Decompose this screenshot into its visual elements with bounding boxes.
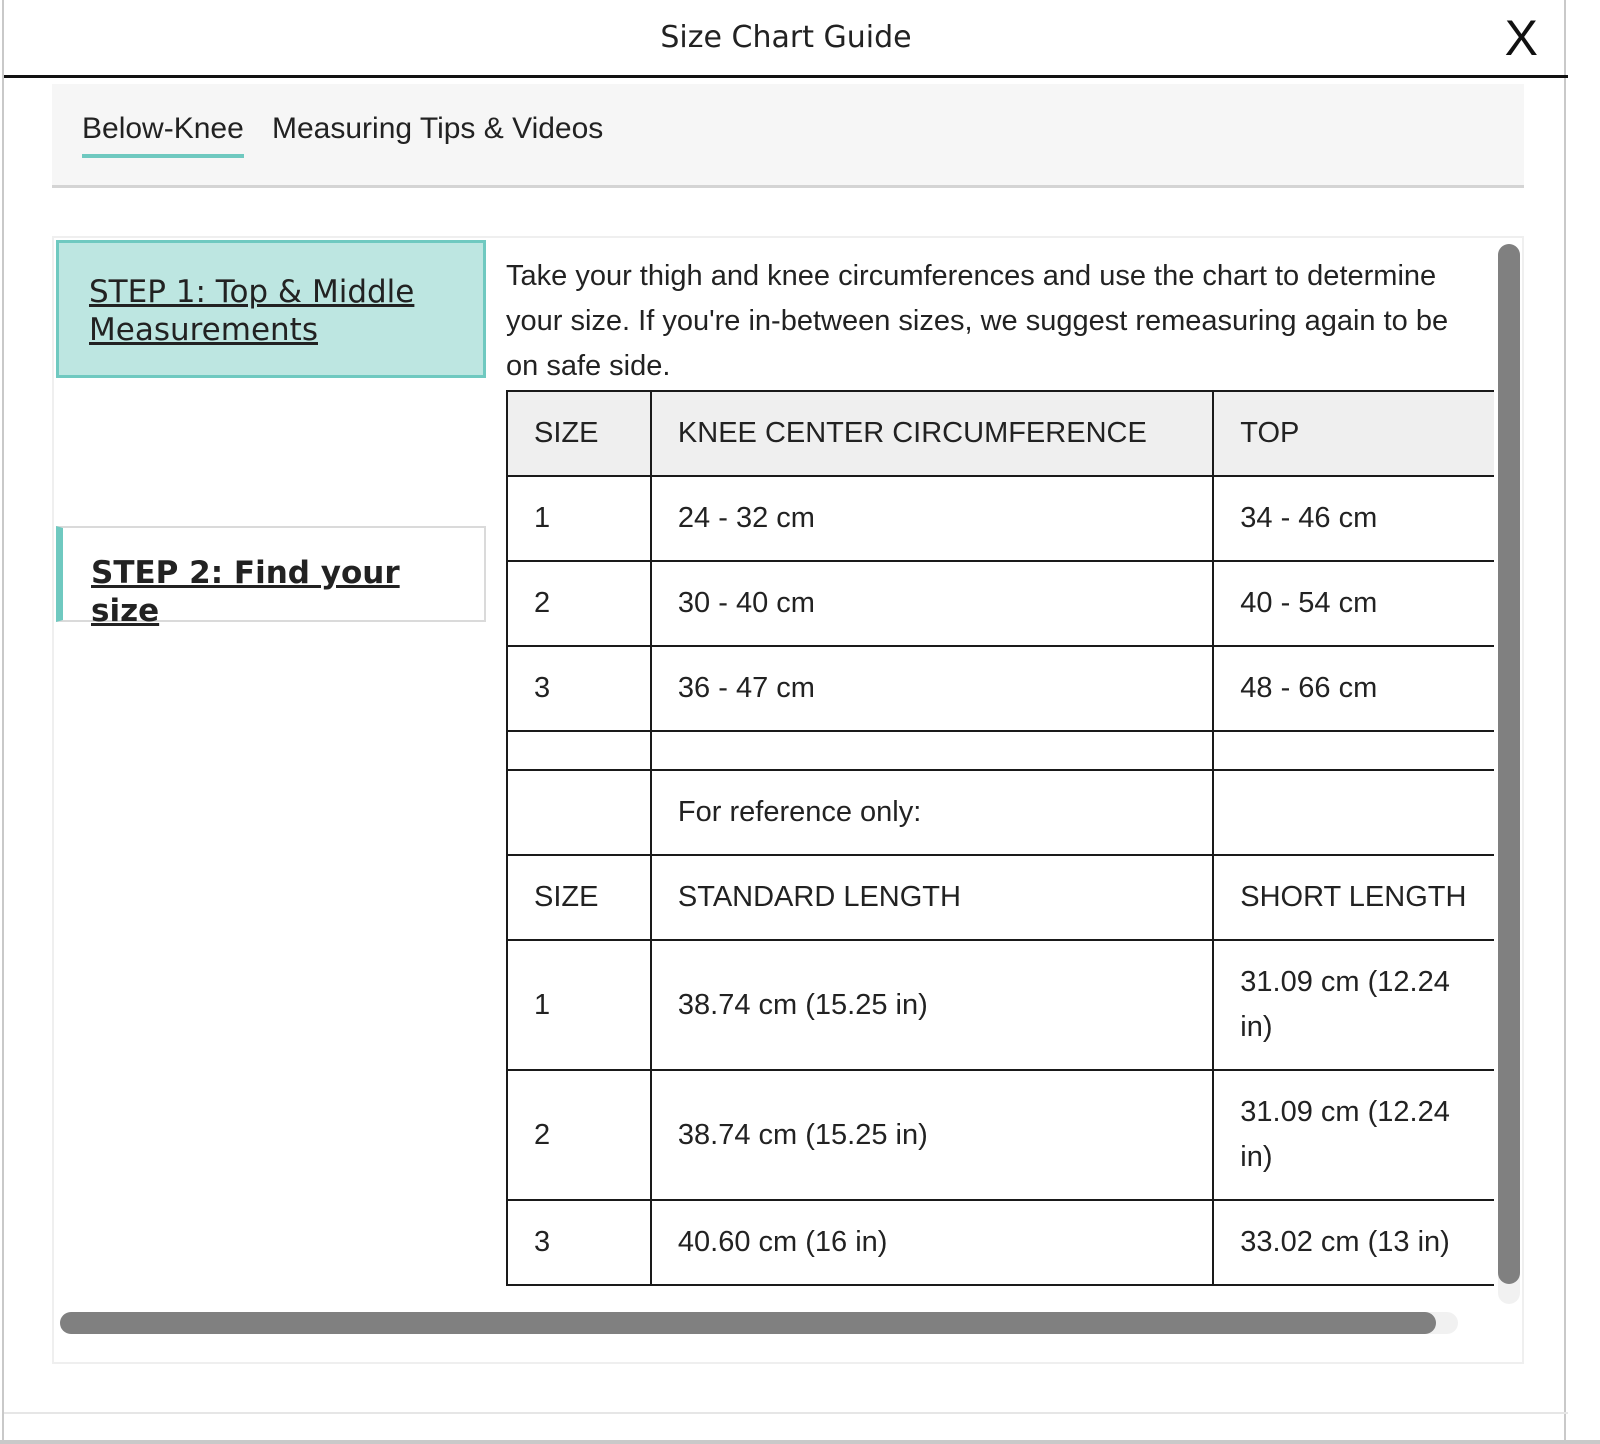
table-row: [507, 561, 1494, 646]
intro-text: Take your thigh and knee circumferences and use the chart to determine your size. If you're in-between sizes, we suggest remeasuring again to be on safe side.: [506, 260, 1449, 382]
step-2-label[interactable]: STEP 2: Find your size: [91, 555, 400, 629]
table-cell: [507, 731, 651, 770]
modal-title: Size Chart Guide: [660, 20, 912, 55]
step-1-tab[interactable]: [56, 240, 486, 378]
table-cell: 36 - 47 cm: [651, 646, 1213, 731]
tab-below-knee[interactable]: Below-Knee: [82, 112, 244, 158]
table-cell: 34 - 46 cm: [1213, 476, 1494, 561]
size-table: [506, 390, 1494, 1286]
table-cell: 40 - 54 cm: [1213, 561, 1494, 646]
tab-bar: [52, 84, 1524, 188]
window-bottom-edge: [0, 1440, 1600, 1444]
tab-measuring-tips[interactable]: Measuring Tips & Videos: [272, 112, 604, 145]
table-cell: 24 - 32 cm: [651, 476, 1213, 561]
table-cell: [507, 770, 651, 855]
table-cell: 48 - 66 cm: [1213, 646, 1494, 731]
modal-footer-divider: [4, 1412, 1568, 1414]
table-cell: 1: [507, 476, 651, 561]
header-cell: SIZE: [507, 855, 651, 940]
size-chart-content: [52, 236, 1524, 1364]
step-2-tab[interactable]: [56, 526, 486, 629]
header-cell: SHORT LENGTH: [1213, 855, 1494, 940]
table-cell: 38.74 cm (15.25 in): [651, 1070, 1213, 1200]
table-cell: 38.74 cm (15.25 in): [651, 940, 1213, 1070]
table-cell: 40.60 cm (16 in): [651, 1200, 1213, 1285]
close-button[interactable]: X: [1504, 10, 1538, 66]
table-cell: 31.09 cm (12.24 in): [1213, 940, 1494, 1070]
table-cell: [651, 731, 1213, 770]
table-cell: 3: [507, 1200, 651, 1285]
table-row: [507, 646, 1494, 731]
header-cell: SIZE: [507, 391, 651, 476]
table-cell: 2: [507, 561, 651, 646]
table-spacer-row: [507, 731, 1494, 770]
table-cell: 31.09 cm (12.24 in): [1213, 1070, 1494, 1200]
table-cell: 2: [507, 1070, 651, 1200]
vertical-scrollbar-thumb[interactable]: [1498, 244, 1520, 1284]
header-cell: STANDARD LENGTH: [651, 855, 1213, 940]
header-cell: KNEE CENTER CIRCUMFERENCE: [651, 391, 1213, 476]
table-header-row: [507, 391, 1494, 476]
table-reference-row: [507, 770, 1494, 855]
table-cell: 1: [507, 940, 651, 1070]
table-row: [507, 940, 1494, 1070]
reference-note: For reference only:: [651, 770, 1213, 855]
header-cell: TOP: [1213, 391, 1494, 476]
table-cell: [1213, 770, 1494, 855]
step-1-label[interactable]: STEP 1: Top & Middle Measurements: [89, 274, 415, 348]
table-row: [507, 1200, 1494, 1285]
size-chart-modal: [2, 0, 1566, 1444]
table-cell: 3: [507, 646, 651, 731]
table-cell: 33.02 cm (13 in): [1213, 1200, 1494, 1285]
table-row: [507, 1070, 1494, 1200]
table-cell: 30 - 40 cm: [651, 561, 1213, 646]
table-cell: [1213, 731, 1494, 770]
table-row: [507, 476, 1494, 561]
table-subheader-row: [507, 855, 1494, 940]
modal-header: [4, 0, 1568, 78]
horizontal-scrollbar-thumb[interactable]: [60, 1312, 1436, 1334]
